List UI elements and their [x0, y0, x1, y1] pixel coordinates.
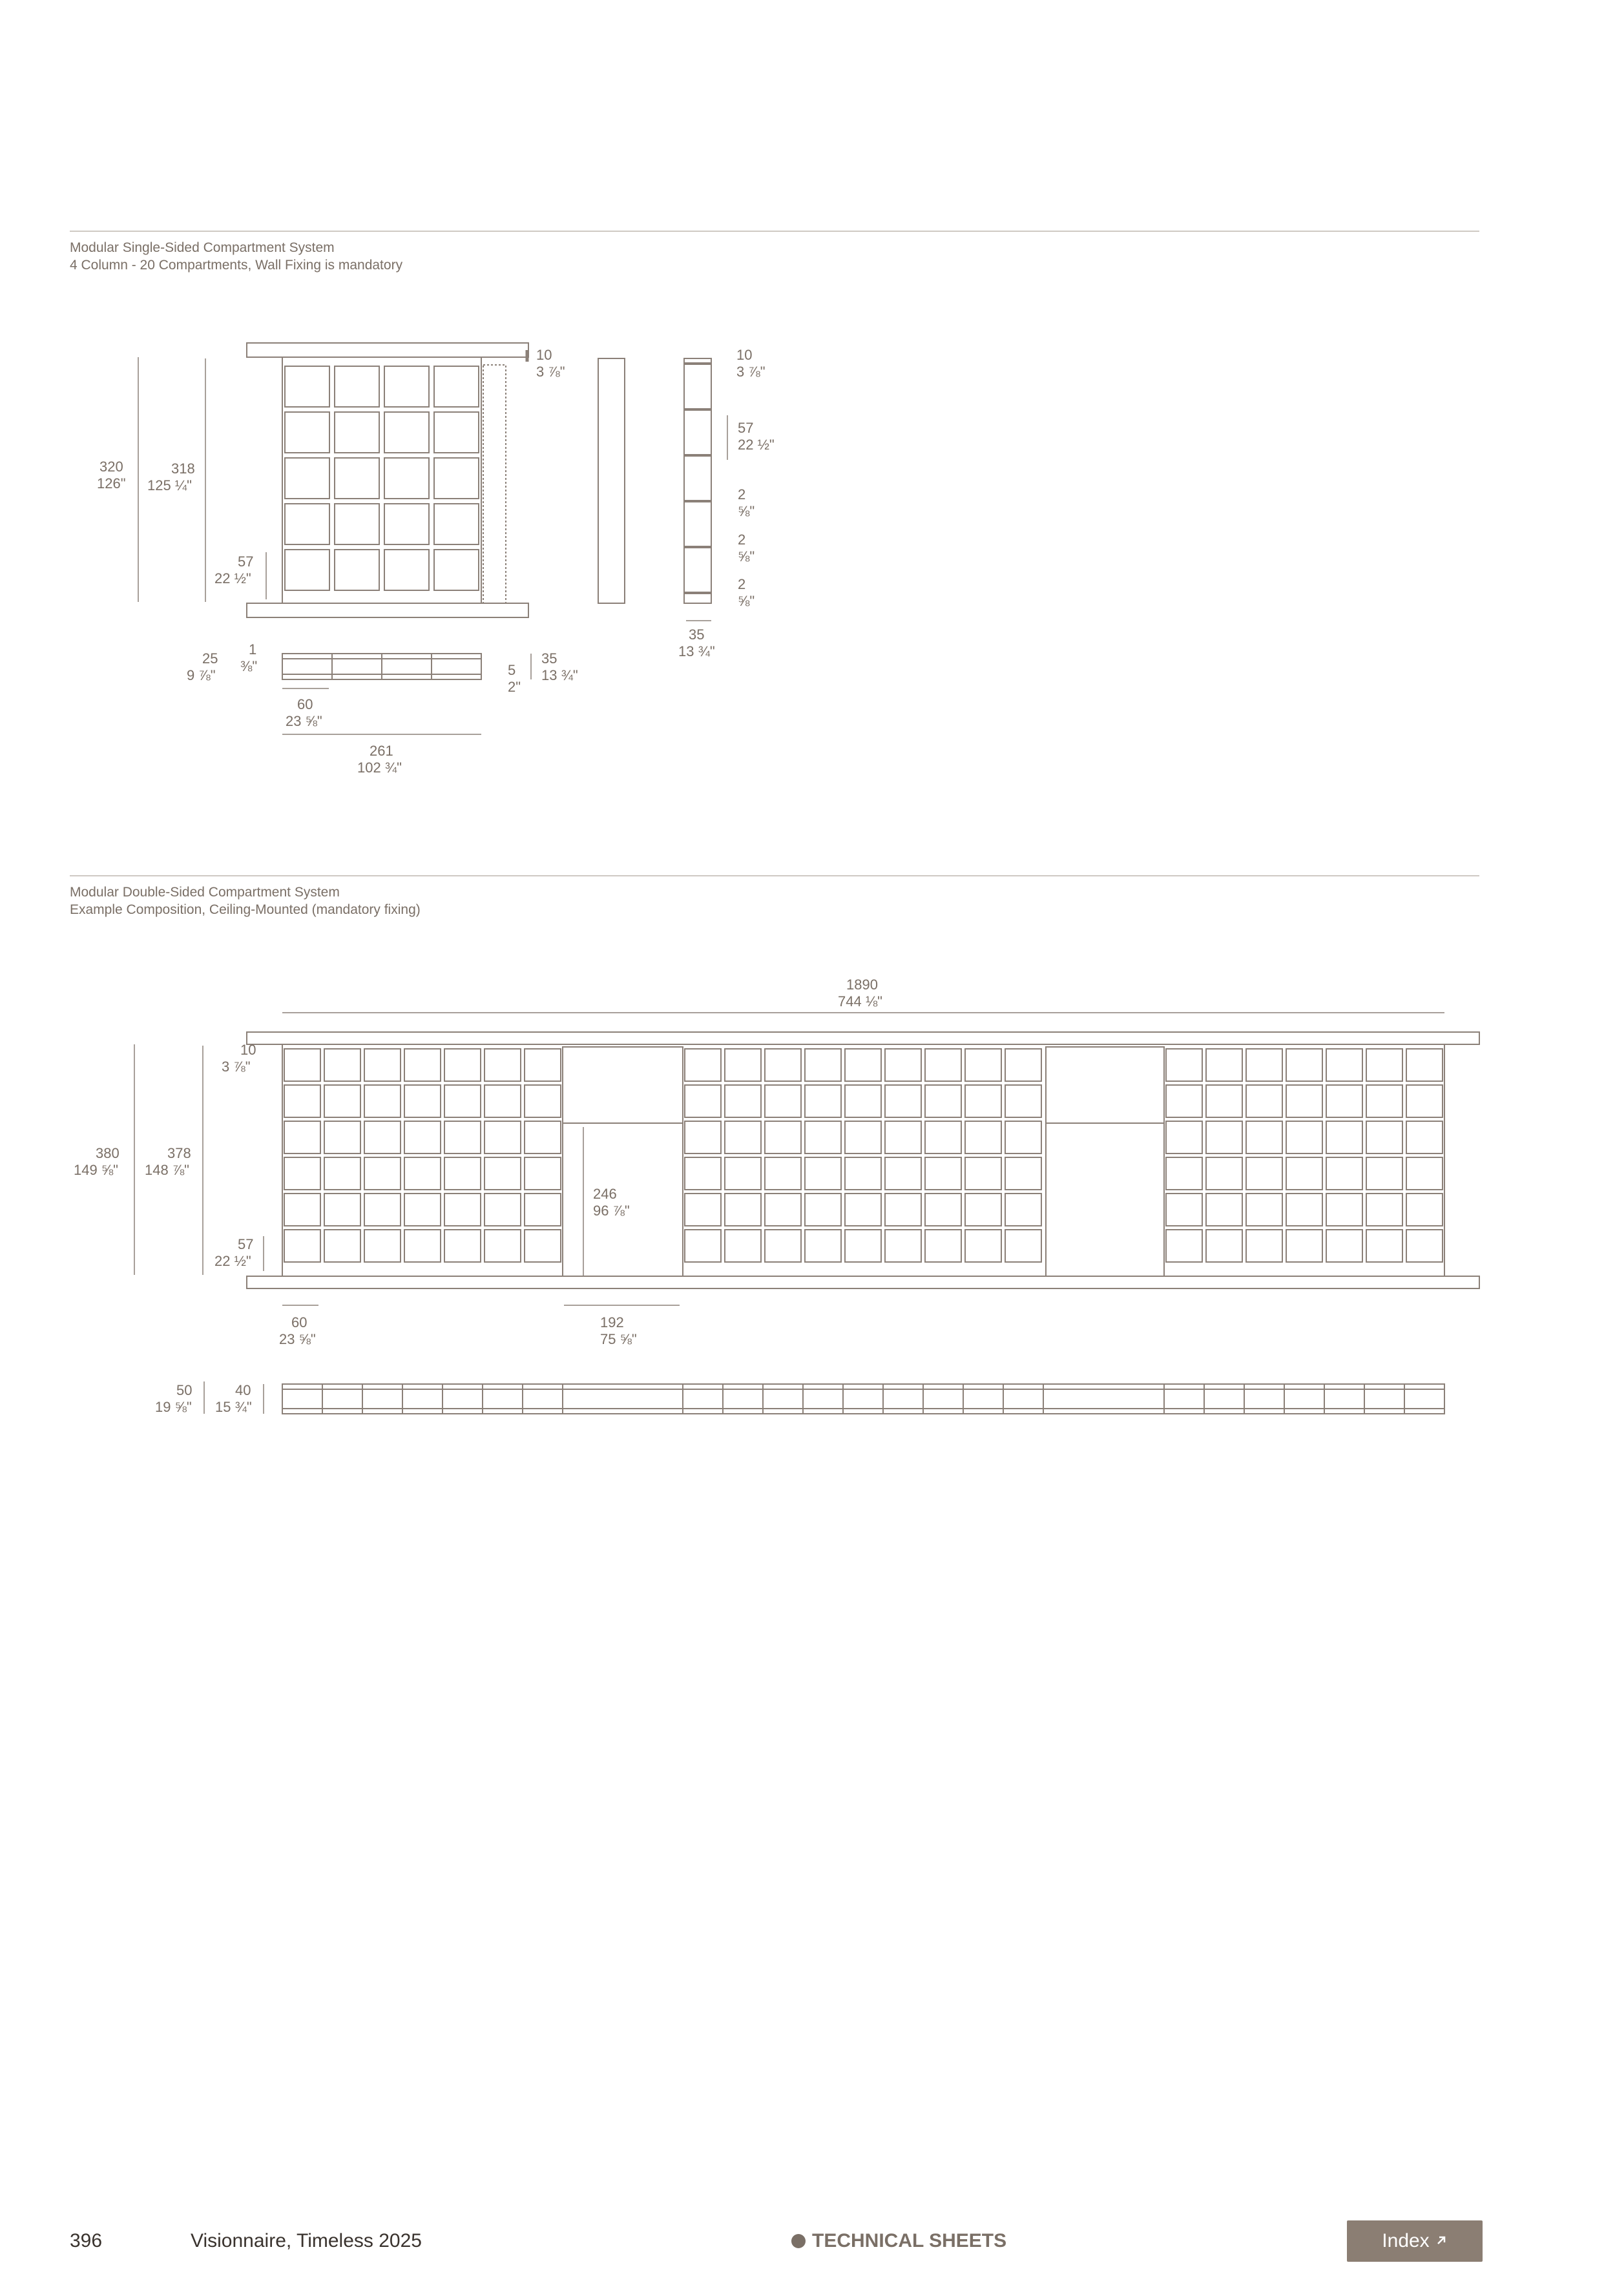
s2-compartment: [685, 1049, 721, 1081]
s2-compartment: [885, 1121, 921, 1153]
s2-compartment: [765, 1157, 801, 1190]
s2-compartment: [324, 1157, 360, 1190]
s1-comp-h-in: 22 ½": [214, 570, 251, 586]
s1-compartment: [335, 504, 379, 544]
s2-compartment: [525, 1230, 561, 1262]
s2-compartment: [1406, 1085, 1443, 1117]
s2-compartment: [805, 1085, 841, 1117]
s2-compartment: [925, 1194, 961, 1226]
s2-compartment: [284, 1085, 320, 1117]
s2-compartment: [885, 1157, 921, 1190]
s1-compartment: [384, 458, 429, 499]
s1-compartment: [434, 366, 479, 407]
s2-compartment: [1366, 1121, 1402, 1153]
s1-side-top-in: 3 ⅞": [736, 364, 766, 380]
s2-compartment: [965, 1230, 1001, 1262]
s2-compartment: [1326, 1085, 1362, 1117]
section-label: [791, 2230, 1006, 2252]
s2-compartment: [965, 1157, 1001, 1190]
s2-compartment: [925, 1049, 961, 1081]
s2-compartment: [1326, 1230, 1362, 1262]
s2-door-h-in: 96 ⅞": [593, 1203, 630, 1219]
s2-compartment: [685, 1230, 721, 1262]
s1-compartment: [335, 550, 379, 590]
arrow-up-right-icon: [1435, 2230, 1448, 2252]
s2-compartment: [925, 1157, 961, 1190]
s1-h-total-in: 126": [97, 475, 126, 491]
s2-compartment: [284, 1157, 320, 1190]
s2-compartment: [1366, 1085, 1402, 1117]
s2-compartment: [725, 1121, 761, 1153]
s2-compartment: [1326, 1121, 1362, 1153]
s1-side-shelves: [684, 364, 711, 593]
s2-compartment: [845, 1230, 881, 1262]
s1-compartment: [384, 412, 429, 453]
s2-col-w-in: 23 ⅝": [279, 1331, 316, 1347]
s2-compartment: [1246, 1230, 1282, 1262]
s1-side-s3-cm: 2: [738, 576, 746, 592]
section1-subtitle: 4 Column - 20 Compartments, Wall Fixing is mandatory: [70, 258, 403, 273]
index-label: Index: [1382, 2230, 1430, 2251]
s2-compartment: [845, 1121, 881, 1153]
s1-compartment: [434, 412, 479, 453]
s2-compartment: [1326, 1157, 1362, 1190]
s2-compartment: [1366, 1157, 1402, 1190]
s2-compartment: [1166, 1121, 1202, 1153]
s1-plan-gap-in: ⅜": [240, 658, 258, 674]
s2-compartment: [685, 1157, 721, 1190]
s2-compartment: [925, 1085, 961, 1117]
s2-compartment: [1166, 1157, 1202, 1190]
s2-compartment: [1005, 1085, 1041, 1117]
s2-total-w-in: 744 ⅛": [838, 993, 882, 1009]
s2-plan-outline: [282, 1384, 1444, 1414]
s1-plan-view: [282, 654, 481, 679]
s2-compartment: [1166, 1085, 1202, 1117]
s1-plan-total-depth-cm: 35: [541, 650, 557, 667]
s1-comp-h-cm: 57: [238, 553, 254, 570]
s2-compartment: [364, 1194, 401, 1226]
s2-compartment: [404, 1049, 441, 1081]
s2-compartment: [284, 1049, 320, 1081]
catalog-title: Visionnaire, Timeless 2025: [191, 2230, 422, 2251]
s2-compartment: [885, 1049, 921, 1081]
s2-compartment: [444, 1157, 481, 1190]
s2-compartment: [1406, 1049, 1443, 1081]
s2-compartment: [444, 1049, 481, 1081]
s1-plan-gap-cm: 1: [249, 641, 257, 657]
s2-compartment: [1286, 1230, 1322, 1262]
s1-compartment: [335, 458, 379, 499]
s1-total-w-in: 102 ¾": [357, 760, 402, 776]
s1-side-panel: [598, 358, 625, 603]
s2-compartment: [1166, 1194, 1202, 1226]
s1-total-w-cm: 261: [370, 743, 393, 759]
s2-compartment: [845, 1157, 881, 1190]
s2-compartment: [484, 1049, 521, 1081]
s2-compartment: [765, 1085, 801, 1117]
s2-h-total-in: 149 ⅝": [74, 1162, 118, 1178]
s2-compartment: [324, 1121, 360, 1153]
s2-compartment: [845, 1194, 881, 1226]
s2-compartment: [364, 1049, 401, 1081]
s1-side-s1-cm: 2: [738, 486, 746, 502]
s2-compartment: [525, 1121, 561, 1153]
s2-total-w-cm: 1890: [846, 977, 878, 993]
section1-title: Modular Single-Sided Compartment System: [70, 240, 335, 255]
s2-compartment: [1005, 1194, 1041, 1226]
s1-compartment: [434, 550, 479, 590]
s1-side-depth-in: 13 ¾": [678, 643, 715, 659]
s1-side-depth-cm: 35: [689, 626, 705, 643]
s2-compartment: [284, 1121, 320, 1153]
s2-compartment: [364, 1121, 401, 1153]
s2-compartment: [444, 1230, 481, 1262]
s2-compartment: [1406, 1230, 1443, 1262]
s2-dimension-lines: [134, 1013, 1444, 1414]
s2-ceiling-plate: [247, 1032, 1479, 1044]
s1-plan-depth-cm: 25: [202, 650, 218, 667]
s2-door-h-cm: 246: [593, 1186, 617, 1202]
s1-compartment: [335, 412, 379, 453]
s2-h-total-cm: 380: [96, 1145, 120, 1161]
s2-compartment: [765, 1121, 801, 1153]
s2-compartment: [364, 1085, 401, 1117]
s2-compartment: [444, 1121, 481, 1153]
s1-compartment: [335, 366, 379, 407]
s2-lintel: [1046, 1047, 1164, 1123]
s2-compartment: [725, 1049, 761, 1081]
s2-compartment: [1005, 1049, 1041, 1081]
s2-compartment: [1406, 1194, 1443, 1226]
s2-compartment: [1406, 1121, 1443, 1153]
s2-h-inner-cm: 378: [167, 1145, 191, 1161]
s1-side-s2-in: ⅝": [738, 548, 755, 564]
s2-compartment: [1005, 1121, 1041, 1153]
s2-compartment: [484, 1194, 521, 1226]
s1-side-elevation: [598, 358, 711, 603]
s1-compartment: [384, 504, 429, 544]
s2-compartment: [765, 1049, 801, 1081]
s2-compartment: [1366, 1194, 1402, 1226]
s2-top-cm: 10: [240, 1042, 256, 1058]
s2-compartment: [885, 1085, 921, 1117]
s2-compartment: [845, 1085, 881, 1117]
s1-side-top-cm: 10: [736, 347, 753, 363]
s1-compartment-grid: [285, 366, 479, 590]
page-number: 396: [70, 2230, 103, 2251]
s2-compartment: [484, 1085, 521, 1117]
s1-side-s2-cm: 2: [738, 532, 746, 548]
s1-compartment: [285, 458, 329, 499]
s2-compartment: [765, 1194, 801, 1226]
s2-compartment: [284, 1230, 320, 1262]
s1-plan-depth-in: 9 ⅞": [187, 667, 216, 683]
s1-compartment: [285, 550, 329, 590]
s1-side-s1-in: ⅝": [738, 503, 755, 519]
s2-compartment: [1206, 1157, 1242, 1190]
s2-compartment: [404, 1230, 441, 1262]
s1-compartment: [434, 504, 479, 544]
s2-depth-in: 15 ¾": [215, 1399, 252, 1415]
s2-compartment: [324, 1230, 360, 1262]
s2-compartment: [1246, 1194, 1282, 1226]
index-button[interactable]: [1347, 2220, 1483, 2262]
s2-compartment: [1286, 1121, 1322, 1153]
s2-compartment: [1246, 1157, 1282, 1190]
s2-compartment: [1406, 1157, 1443, 1190]
s1-floor-plate: [247, 603, 528, 617]
s2-compartment: [484, 1230, 521, 1262]
s2-compartment: [364, 1157, 401, 1190]
s2-compartment: [444, 1194, 481, 1226]
s2-compartment: [525, 1049, 561, 1081]
s1-compartment: [285, 412, 329, 453]
s2-compartment: [1166, 1230, 1202, 1262]
s1-ceiling-plate: [247, 343, 528, 357]
s1-dimension-lines: [138, 357, 727, 734]
s2-lintel: [563, 1047, 683, 1123]
s1-compartment: [285, 504, 329, 544]
s2-compartment: [284, 1194, 320, 1226]
s2-compartment: [845, 1049, 881, 1081]
s2-compartment: [805, 1230, 841, 1262]
s2-h-inner-in: 148 ⅞": [145, 1162, 189, 1178]
s2-compartment: [1206, 1121, 1242, 1153]
s2-door-w-in: 75 ⅝": [600, 1331, 637, 1347]
s2-comp-h-cm: 57: [238, 1236, 254, 1252]
s2-frame: [282, 1044, 1444, 1276]
s2-compartment: [1005, 1157, 1041, 1190]
s2-compartment: [404, 1157, 441, 1190]
s2-door-w-cm: 192: [600, 1314, 624, 1330]
section2-title: Modular Double-Sided Compartment System: [70, 885, 340, 900]
s2-compartment: [484, 1121, 521, 1153]
s2-plan-view: [282, 1384, 1444, 1414]
section-label-text: TECHNICAL SHEETS: [812, 2230, 1007, 2251]
s2-compartment: [1286, 1085, 1322, 1117]
s2-compartment: [965, 1085, 1001, 1117]
s1-side-s3-in: ⅝": [738, 593, 755, 609]
s2-compartment: [1366, 1230, 1402, 1262]
s1-front-elevation: [247, 343, 528, 617]
s2-compartment: [1246, 1121, 1282, 1153]
s1-compartment: [434, 458, 479, 499]
s2-front-elevation: [247, 1032, 1479, 1288]
s1-side-strip: [483, 365, 506, 603]
s2-compartment: [765, 1230, 801, 1262]
s2-compartment: [324, 1085, 360, 1117]
s2-comp-h-in: 22 ½": [214, 1253, 251, 1269]
s2-compartment: [1286, 1049, 1322, 1081]
s2-compartment: [1005, 1230, 1041, 1262]
s1-top-in: 3 ⅞": [536, 364, 565, 380]
s2-compartment: [805, 1121, 841, 1153]
s2-compartment: [925, 1230, 961, 1262]
s2-compartment: [1326, 1194, 1362, 1226]
s2-compartment: [725, 1085, 761, 1117]
s2-compartment: [1206, 1049, 1242, 1081]
s2-depth-total-cm: 50: [176, 1382, 193, 1398]
s2-compartment: [725, 1157, 761, 1190]
s1-side-comp-cm: 57: [738, 420, 754, 436]
s2-col-w-cm: 60: [291, 1314, 307, 1330]
s2-compartment: [404, 1121, 441, 1153]
s2-compartment: [965, 1194, 1001, 1226]
s2-compartment: [1246, 1085, 1282, 1117]
s2-compartment: [885, 1230, 921, 1262]
s2-compartment: [965, 1049, 1001, 1081]
s1-side-comp-in: 22 ½": [738, 437, 775, 453]
s1-compartment: [384, 550, 429, 590]
s2-compartment: [444, 1085, 481, 1117]
s2-depth-cm: 40: [235, 1382, 251, 1398]
s2-compartment: [805, 1049, 841, 1081]
s2-compartment-grid: [282, 1044, 1444, 1276]
s1-top-cm: 10: [536, 347, 552, 363]
s2-compartment: [1326, 1049, 1362, 1081]
s1-h-inner-cm: 318: [171, 460, 195, 477]
s2-compartment: [1286, 1194, 1322, 1226]
s2-compartment: [885, 1194, 921, 1226]
s2-compartment: [805, 1194, 841, 1226]
s1-h-total-cm: 320: [99, 459, 123, 475]
s2-depth-total-in: 19 ⅝": [155, 1399, 192, 1415]
s1-compartment: [285, 366, 329, 407]
section2-subtitle: Example Composition, Ceiling-Mounted (mandatory fixing): [70, 902, 421, 917]
s2-compartment: [1206, 1085, 1242, 1117]
s2-compartment: [725, 1230, 761, 1262]
s2-compartment: [1206, 1194, 1242, 1226]
s2-compartment: [1286, 1157, 1322, 1190]
s2-compartment: [805, 1157, 841, 1190]
s2-compartment: [685, 1194, 721, 1226]
s2-floor-plate: [247, 1276, 1479, 1288]
s2-compartment: [1246, 1049, 1282, 1081]
s2-compartment: [925, 1121, 961, 1153]
s1-plan-shelf-in: 2": [508, 679, 521, 695]
s1-col-w-in: 23 ⅝": [286, 713, 322, 729]
s1-bookcase-frame: [282, 357, 481, 603]
s2-compartment: [404, 1194, 441, 1226]
s2-compartment: [404, 1085, 441, 1117]
s2-compartment: [525, 1157, 561, 1190]
s1-plan-shelf-cm: 5: [508, 662, 516, 678]
s2-compartment: [725, 1194, 761, 1226]
s2-compartment: [324, 1194, 360, 1226]
s1-plan-total-depth-in: 13 ¾": [541, 667, 578, 683]
s2-compartment: [965, 1121, 1001, 1153]
s1-compartment: [384, 366, 429, 407]
s1-side-column: [684, 358, 711, 603]
s2-compartment: [324, 1049, 360, 1081]
s2-compartment: [1206, 1230, 1242, 1262]
s2-compartment: [1166, 1049, 1202, 1081]
s2-compartment: [685, 1121, 721, 1153]
s2-compartment: [1366, 1049, 1402, 1081]
s1-col-w-cm: 60: [297, 696, 313, 712]
s2-compartment: [364, 1230, 401, 1262]
s2-compartment: [525, 1085, 561, 1117]
s2-compartment: [525, 1194, 561, 1226]
s2-top-in: 3 ⅞": [222, 1059, 251, 1075]
s1-h-inner-in: 125 ¼": [147, 477, 192, 493]
s2-compartment: [685, 1085, 721, 1117]
bullet-icon: [791, 2234, 806, 2248]
s2-compartment: [484, 1157, 521, 1190]
